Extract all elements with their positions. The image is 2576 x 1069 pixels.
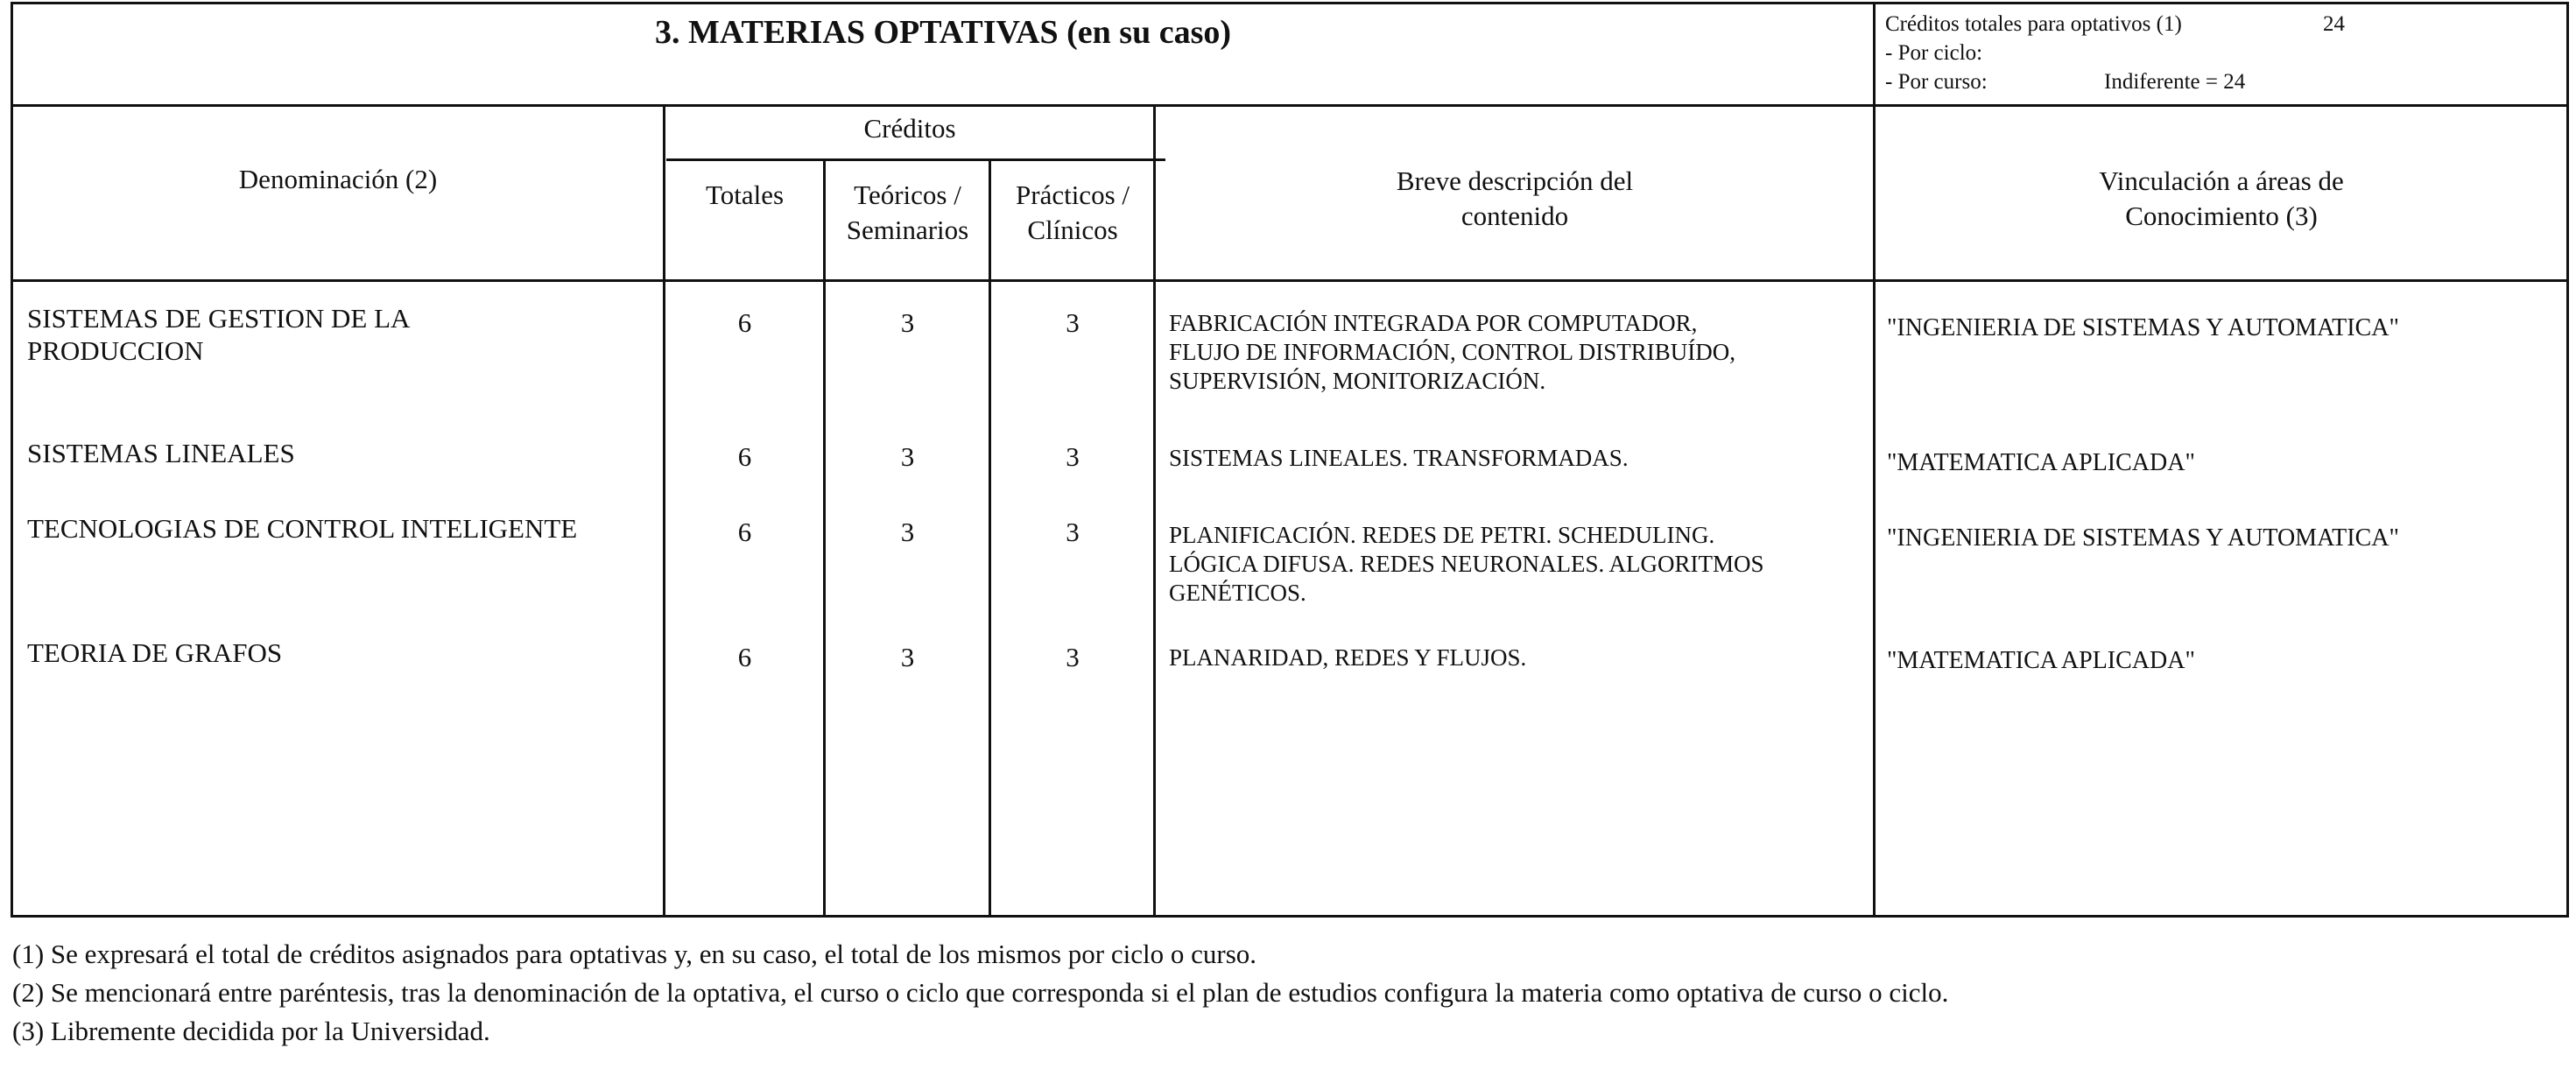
header-creditos: Créditos bbox=[863, 113, 956, 144]
row-1-description bbox=[1169, 309, 1735, 396]
row-3-totales: 6 bbox=[737, 517, 752, 547]
row-3-desc-line1: PLANIFICACIÓN. REDES DE PETRI. SCHEDULING. bbox=[1169, 522, 1715, 548]
summary-curso-value: Indiferente = 24 bbox=[2104, 70, 2246, 94]
summary-divider bbox=[1873, 4, 1876, 104]
row-3-description bbox=[1169, 521, 1764, 608]
col-divider-1 bbox=[663, 104, 665, 915]
row-1-name bbox=[27, 302, 410, 367]
header-denominacion: Denominación (2) bbox=[238, 164, 438, 194]
summary-curso-row bbox=[1885, 67, 2246, 96]
col-divider-4 bbox=[1153, 104, 1156, 915]
row-1-desc-line3: SUPERVISIÓN, MONITORIZACIÓN. bbox=[1169, 368, 1546, 394]
row-1-name-line2: PRODUCCION bbox=[27, 335, 204, 366]
header-descripcion bbox=[1157, 164, 1873, 234]
row-4-name: TEORIA DE GRAFOS bbox=[27, 637, 283, 668]
header-descripcion-line2: contenido bbox=[1460, 200, 1569, 231]
header-practicos-line2: Clínicos bbox=[1027, 215, 1118, 245]
col-divider-3 bbox=[989, 158, 991, 915]
header-vinculacion-line2: Conocimiento (3) bbox=[2125, 200, 2318, 231]
header-practicos-line1: Prácticos / bbox=[1016, 179, 1130, 210]
section-title: 3. MATERIAS OPTATIVAS (en su caso) bbox=[654, 14, 1232, 51]
row-1-practicos: 3 bbox=[1066, 307, 1080, 338]
row-4-area: "MATEMATICA APLICADA" bbox=[1887, 647, 2195, 674]
title-divider bbox=[13, 104, 2566, 107]
row-1-area: "INGENIERIA DE SISTEMAS Y AUTOMATICA" bbox=[1887, 314, 2399, 341]
row-4-practicos: 3 bbox=[1066, 642, 1080, 672]
summary-total-row bbox=[1885, 10, 2345, 39]
summary-total-value: 24 bbox=[2323, 12, 2345, 36]
summary-total-label: Créditos totales para optativos (1) bbox=[1885, 12, 2182, 36]
row-1-name-line1: SISTEMAS DE GESTION DE LA bbox=[27, 303, 411, 334]
header-teoricos-line1: Teóricos / bbox=[854, 179, 961, 210]
footnote-1: (1) Se expresará el total de créditos asignados para optativas y, en su caso, el total de los mismos por ciclo o curso. bbox=[12, 939, 1257, 969]
row-2-totales: 6 bbox=[737, 441, 752, 472]
row-1-desc-line2: FLUJO DE INFORMACIÓN, CONTROL DISTRIBUÍDO, bbox=[1169, 339, 1736, 365]
row-3-teoricos: 3 bbox=[900, 517, 915, 547]
row-3-name: TECNOLOGIAS DE CONTROL INTELIGENTE bbox=[27, 513, 578, 544]
row-3-practicos: 3 bbox=[1066, 517, 1080, 547]
summary-ciclo-row bbox=[1885, 39, 2182, 67]
row-4-description: PLANARIDAD, REDES Y FLUJOS. bbox=[1169, 644, 1527, 671]
header-teoricos-line2: Seminarios bbox=[846, 215, 969, 245]
row-3-desc-line3: GENÉTICOS. bbox=[1169, 580, 1306, 606]
summary-curso-label: - Por curso: bbox=[1885, 70, 1988, 94]
row-1-totales: 6 bbox=[737, 307, 752, 338]
footnotes bbox=[12, 935, 1948, 1051]
row-1-teoricos: 3 bbox=[900, 307, 915, 338]
col-divider-5 bbox=[1873, 104, 1876, 915]
row-4-totales: 6 bbox=[737, 642, 752, 672]
optional-subjects-table bbox=[11, 2, 2569, 918]
col-divider-2 bbox=[823, 158, 826, 915]
row-2-description: SISTEMAS LINEALES. TRANSFORMADAS. bbox=[1169, 445, 1629, 471]
row-2-area: "MATEMATICA APLICADA" bbox=[1887, 449, 2195, 476]
row-3-desc-line2: LÓGICA DIFUSA. REDES NEURONALES. ALGORITMOS bbox=[1169, 551, 1764, 577]
footnote-3: (3) Libremente decidida por la Universidad. bbox=[12, 1016, 490, 1046]
header-practicos bbox=[992, 178, 1153, 248]
summary-ciclo-label: - Por ciclo: bbox=[1885, 41, 1983, 65]
header-teoricos bbox=[827, 178, 989, 248]
row-2-practicos: 3 bbox=[1066, 441, 1080, 472]
header-divider bbox=[13, 279, 2566, 282]
row-3-area: "INGENIERIA DE SISTEMAS Y AUTOMATICA" bbox=[1887, 524, 2399, 552]
row-2-name: SISTEMAS LINEALES bbox=[27, 438, 295, 468]
row-2-teoricos: 3 bbox=[900, 441, 915, 472]
header-totales: Totales bbox=[705, 179, 785, 210]
footnote-2: (2) Se mencionará entre paréntesis, tras la denominación de la optativa, el curso o ciclo que corresponda si el plan de estudios configura la materia como optativa de curso o ciclo. bbox=[12, 977, 1949, 1008]
row-1-desc-line1: FABRICACIÓN INTEGRADA POR COMPUTADOR, bbox=[1169, 310, 1698, 336]
credit-summary bbox=[1885, 10, 2345, 96]
header-vinculacion bbox=[1876, 164, 2566, 234]
creditos-divider bbox=[666, 158, 1165, 161]
row-4-teoricos: 3 bbox=[900, 642, 915, 672]
header-vinculacion-line1: Vinculación a áreas de bbox=[2099, 165, 2344, 196]
header-descripcion-line1: Breve descripción del bbox=[1396, 165, 1634, 196]
